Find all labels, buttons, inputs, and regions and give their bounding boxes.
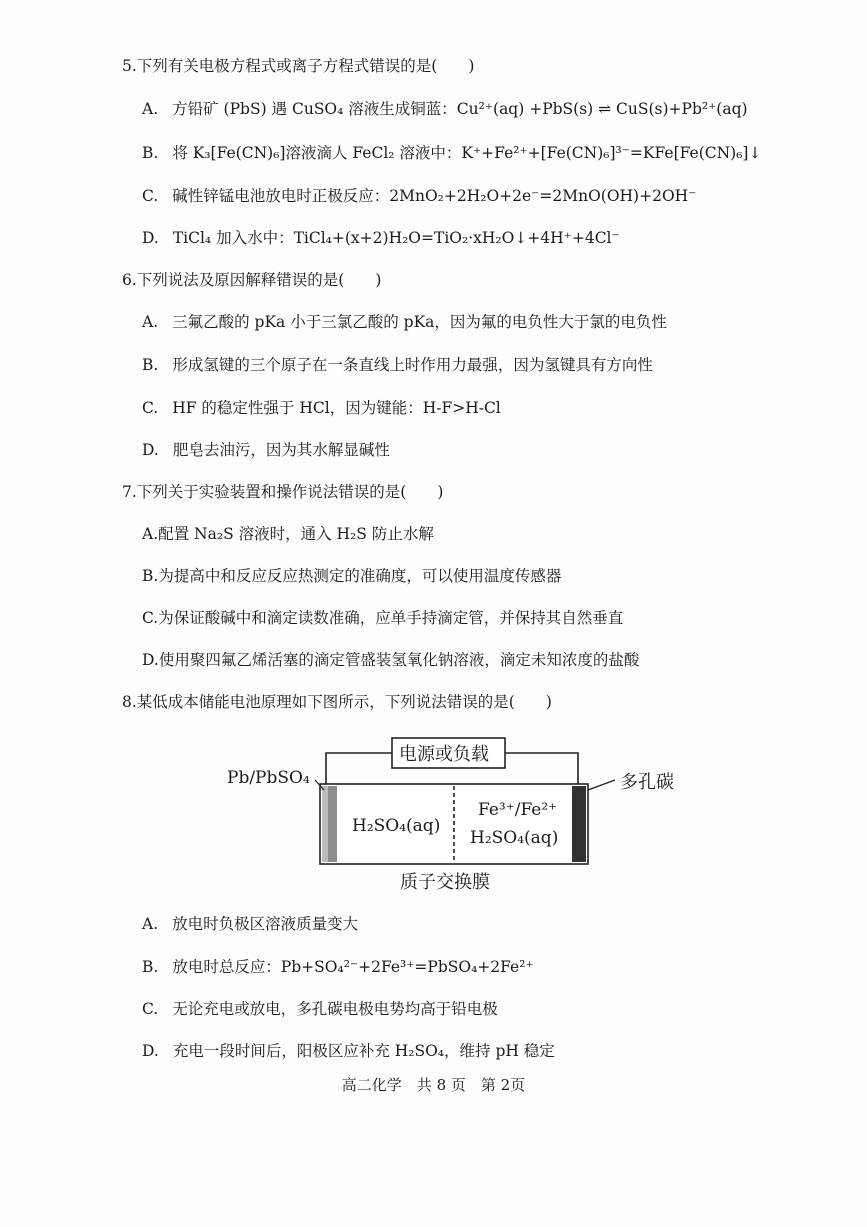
pbso4-layer [328,786,337,862]
carbon-electrode [572,786,586,862]
left-electrode-label: Pb/PbSO₄ [227,768,310,788]
q5-option-a: A. 方铅矿 (PbS) 遇 CuSO₄ 溶液生成铜蓝：Cu²⁺(aq) +PbS(s) ⇌ CuS(s)+Pb²⁺(aq) [142,100,748,118]
q5-option-b: B. 将 K₃[Fe(CN)₆]溶液滴人 FeCl₂ 溶液中：K⁺+Fe²⁺+[Fe(CN)₆]³⁻=KFe[Fe(CN)₆]↓ [142,144,762,162]
left-solution-label: H₂SO₄(aq) [352,816,441,836]
right-electrode-pointer [588,780,615,790]
q6-option-a: A. 三氟乙酸的 pKa 小于三氯乙酸的 pKa，因为氟的电负性大于氯的电负性 [142,313,667,331]
q7-option-a: A.配置 Na₂S 溶液时，通入 H₂S 防止水解 [142,525,434,543]
right-solution-label-2: H₂SO₄(aq) [470,828,559,848]
question-8-stem: 8.某低成本储能电池原理如下图所示，下列说法错误的是( ) [122,693,552,711]
q7-option-b: B.为提高中和反应反应热测定的准确度，可以使用温度传感器 [142,567,562,585]
q7-option-d: D.使用聚四氟乙烯活塞的滴定管盛装氢氧化钠溶液，滴定未知浓度的盐酸 [142,651,640,669]
right-electrode-label: 多孔碳 [620,772,674,793]
q7-option-c: C.为保证酸碱中和滴定读数准确，应单手持滴定管，并保持其自然垂直 [142,609,624,627]
battery-diagram [220,728,690,898]
page-footer: 高二化学 共 8 页 第 2页 [341,1076,526,1094]
membrane-label: 质子交换膜 [400,872,490,893]
left-wire [326,753,392,788]
pb-electrode [322,786,328,862]
question-7-stem: 7.下列关于实验装置和操作说法错误的是( ) [122,483,444,501]
q8-option-b: B. 放电时总反应：Pb+SO₄²⁻+2Fe³⁺=PbSO₄+2Fe²⁺ [142,958,534,976]
right-wire [505,753,578,788]
q8-option-a: A. 放电时负极区溶液质量变大 [142,915,359,933]
q5-option-d: D. TiCl₄ 加入水中：TiCl₄+(x+2)H₂O=TiO₂·xH₂O↓+4H⁺+4Cl⁻ [142,229,620,247]
q6-option-b: B. 形成氢键的三个原子在一条直线上时作用力最强，因为氢键具有方向性 [142,356,653,374]
question-5-stem: 5.下列有关电极方程式或离子方程式错误的是( ) [122,57,475,75]
q8-option-c: C. 无论充电或放电，多孔碳电极电势均高于铅电极 [142,1000,498,1018]
question-6-stem: 6.下列说法及原因解释错误的是( ) [122,271,382,289]
power-label: 电源或负载 [399,744,489,765]
q5-option-c: C. 碱性锌锰电池放电时正极反应：2MnO₂+2H₂O+2e⁻=2MnO(OH)+2OH⁻ [142,187,697,205]
right-solution-label-1: Fe³⁺/Fe²⁺ [478,800,558,820]
q6-option-c: C. HF 的稳定性强于 HCl，因为键能：H-F>H-Cl [142,399,501,417]
q6-option-d: D. 肥皂去油污，因为其水解显碱性 [142,441,390,459]
q8-option-d: D. 充电一段时间后，阳极区应补充 H₂SO₄，维持 pH 稳定 [142,1042,555,1060]
